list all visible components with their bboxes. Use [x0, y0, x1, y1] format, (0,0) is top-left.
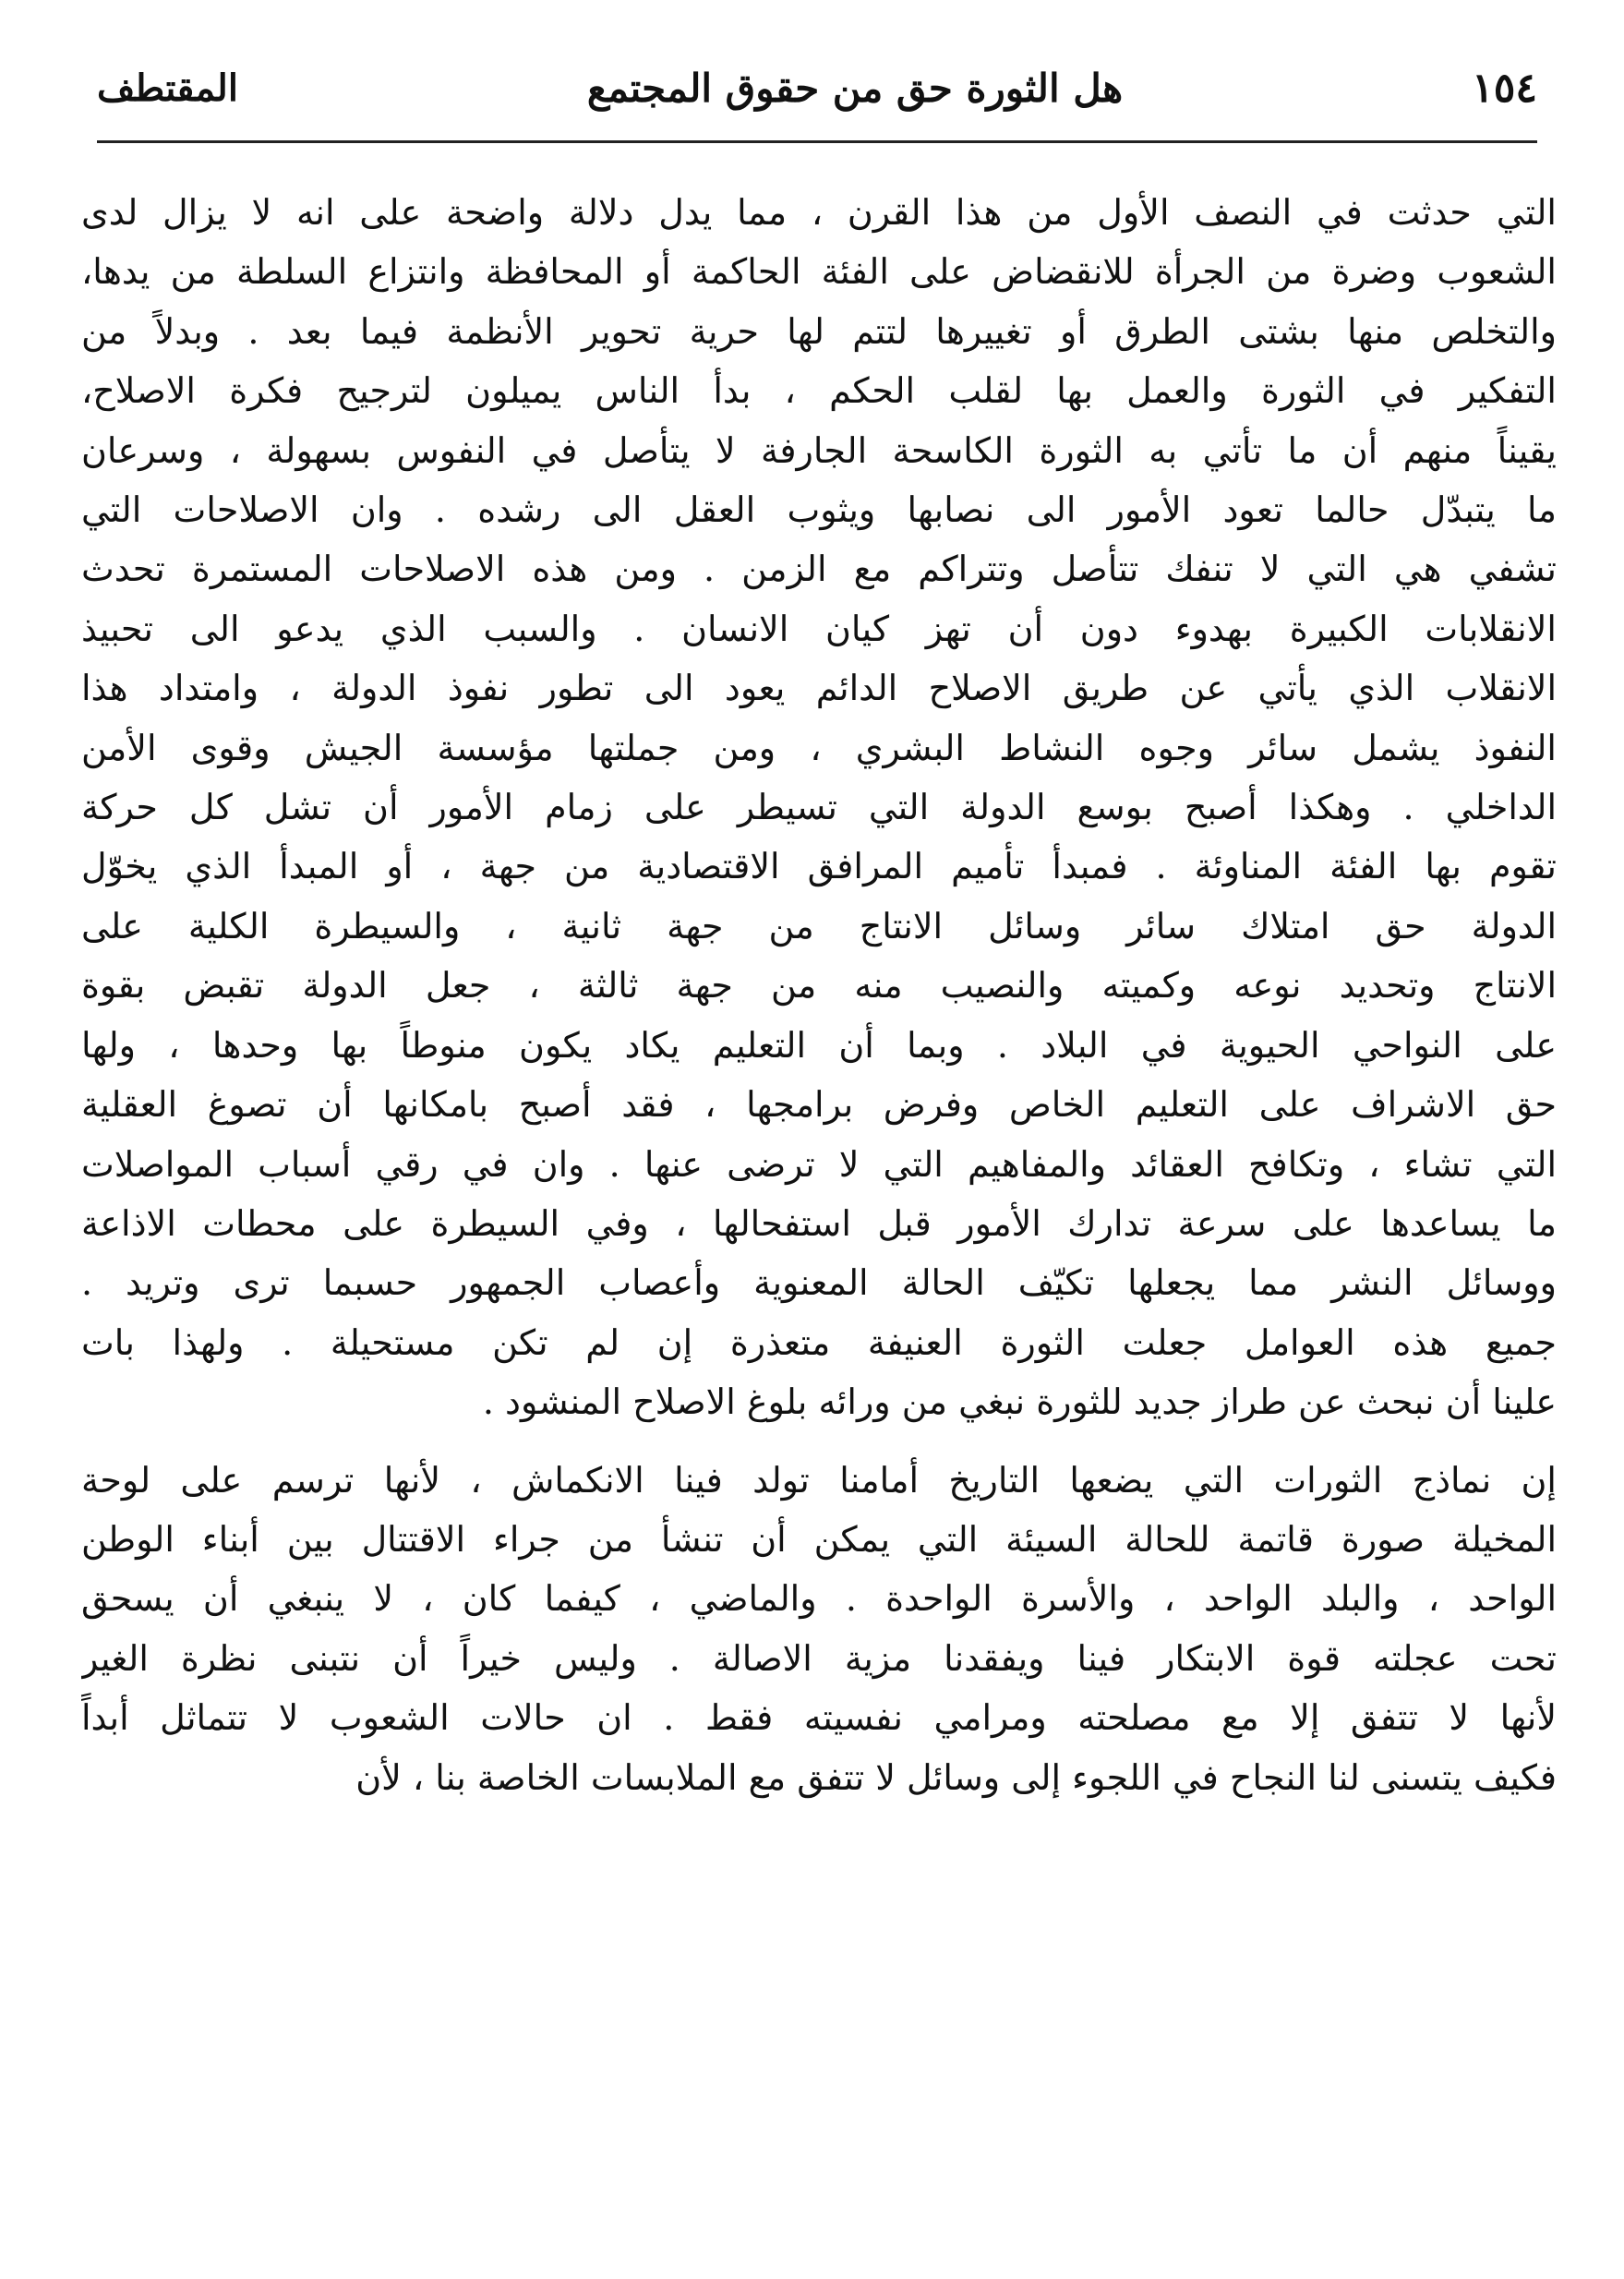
text-line: الدولة حق امتلاك سائر وسائل الانتاج من جهة ثانية ، والسيطرة الكلية على — [81, 905, 1557, 947]
text-line: المخيلة صورة قاتمة للحالة السيئة التي يمكن أن تنشأ من جراء الاقتتال بين أبناء الوطن — [81, 1518, 1557, 1560]
journal-name: المقتطف — [97, 66, 238, 110]
text-line: الداخلي . وهكذا أصبح بوسع الدولة التي تسيطر على زمام الأمور أن تشل كل حركة — [81, 787, 1557, 828]
text-line: التي حدثت في النصف الأول من هذا القرن ، مما يدل دلالة واضحة على انه لا يزال لدى — [81, 192, 1557, 233]
text-line: الانقلابات الكبيرة بهدوء دون أن تهز كيان الانسان . والسبب الذي يدعو الى تحبيذ — [81, 608, 1557, 649]
text-line: الواحد ، والبلد الواحد ، والأسرة الواحدة . والماضي ، كيفما كان ، لا ينبغي أن يسحق — [81, 1578, 1557, 1620]
text-line: يقيناً منهم أن ما تأتي به الثورة الكاسحة الجارفة لا يتأصل في النفوس بسهولة ، وسرعان — [81, 429, 1557, 471]
paragraph-gap — [81, 1432, 1557, 1451]
text-line: التفكير في الثورة والعمل بها لقلب الحكم ، بدأ الناس يميلون لترجيح فكرة الاصلاح، — [81, 370, 1557, 412]
running-title: هل الثورة حق من حقوق المجتمع — [586, 65, 1124, 111]
text-line: إن نماذج الثورات التي يضعها التاريخ أمامنا تولد فينا الانكماش ، لأنها ترسم على لوحة — [81, 1459, 1557, 1501]
text-line: النفوذ يشمل سائر وجوه النشاط البشري ، ومن جملتها مؤسسة الجيش وقوى الأمن — [81, 727, 1557, 768]
text-line: الانتاج وتحديد نوعه وكميته والنصيب منه من جهة ثالثة ، جعل الدولة تقبض بقوة — [81, 965, 1557, 1007]
text-line: الانقلاب الذي يأتي عن طريق الاصلاح الدائم يعود الى تطور نفوذ الدولة ، وامتداد هذا — [81, 668, 1557, 709]
text-line: تشفي هي التي لا تنفك تتأصل وتتراكم مع الزمن . ومن هذه الاصلاحات المستمرة تحدث — [81, 549, 1557, 590]
text-line: على النواحي الحيوية في البلاد . وبما أن التعليم يكاد يكون منوطاً بها وحدها ، ولها — [81, 1024, 1557, 1066]
paragraph-1 — [81, 183, 1557, 1432]
text-line: فكيف يتسنى لنا النجاح في اللجوء إلى وسائل لا تتفق مع الملابسات الخاصة بنا ، لأن — [355, 1756, 1557, 1798]
text-line: حق الاشراف على التعليم الخاص وفرض برامجها ، فقد أصبح بامكانها أن تصوغ العقلية — [81, 1084, 1557, 1126]
text-line: ما يتبدّل حالما تعود الأمور الى نصابها ويثوب العقل الى رشده . وان الاصلاحات التي — [81, 489, 1557, 531]
paragraph-2 — [81, 1451, 1557, 1807]
text-line: الشعوب وضرة من الجرأة للانقضاض على الفئة الحاكمة أو المحافظة وانتزاع السلطة من يدها، — [81, 251, 1557, 293]
body-text — [81, 183, 1557, 1807]
text-line: تحت عجلته قوة الابتكار فينا ويفقدنا مزية الاصالة . وليس خيراً أن نتبنى نظرة الغير — [81, 1637, 1557, 1679]
text-line: والتخلص منها بشتى الطرق أو تغييرها لتتم لها حرية تحوير الأنظمة فيما بعد . وبدلاً من — [81, 310, 1557, 352]
text-line: تقوم بها الفئة المناوئة . فمبدأ تأميم المرافق الاقتصادية من جهة ، أو المبدأ الذي يخوّل — [81, 846, 1557, 887]
page-number: ١٥٤ — [1472, 64, 1537, 112]
text-line: ووسائل النشر مما يجعلها تكيّف الحالة المعنوية وأعصاب الجمهور حسبما ترى وتريد . — [81, 1262, 1557, 1304]
text-line: لأنها لا تتفق إلا مع مصلحته ومرامي نفسيته فقط . ان حالات الشعوب لا تتماثل أبداً — [81, 1697, 1557, 1739]
text-line: ما يساعدها على سرعة تدارك الأمور قبل استفحالها ، وفي السيطرة على محطات الاذاعة — [81, 1202, 1557, 1244]
header-rule — [97, 140, 1537, 143]
page-header — [97, 51, 1537, 125]
text-line: التي تشاء ، وتكافح العقائد والمفاهيم التي لا ترضى عنها . وان في رقي أسباب المواصلات — [81, 1143, 1557, 1185]
text-line: جميع هذه العوامل جعلت الثورة العنيفة متعذرة إن لم تكن مستحيلة . ولهذا بات — [81, 1321, 1557, 1363]
text-line: علينا أن نبحث عن طراز جديد للثورة نبغي من ورائه بلوغ الاصلاح المنشود . — [482, 1381, 1557, 1423]
